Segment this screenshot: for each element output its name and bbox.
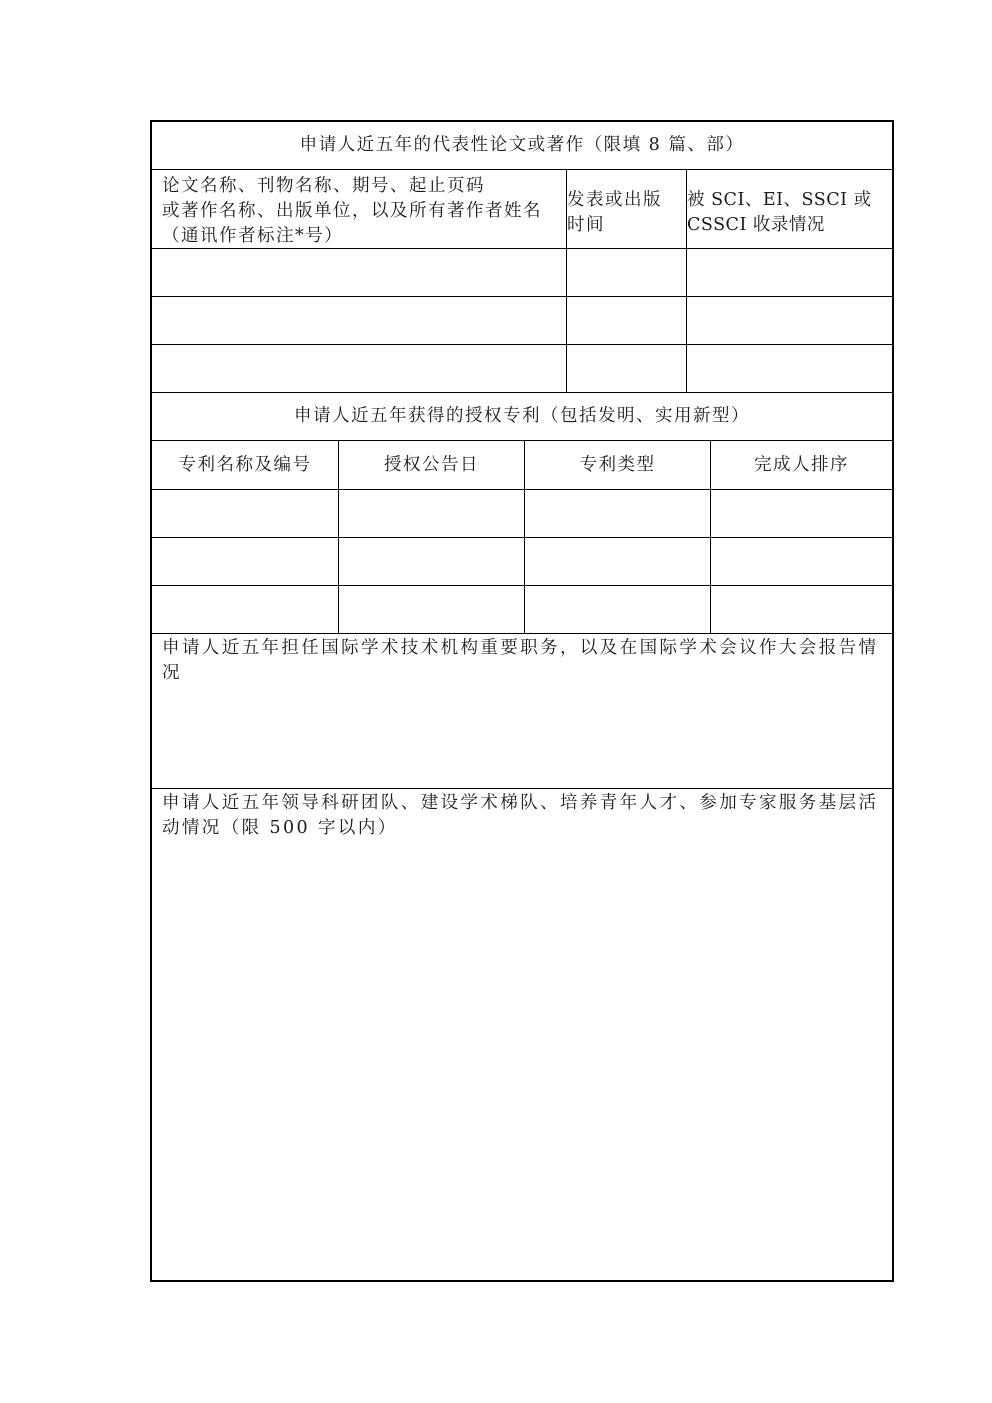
patent-rank-cell[interactable] bbox=[710, 490, 892, 537]
papers-col-title-line1: 论文名称、刊物名称、期号、起止页码 bbox=[162, 176, 485, 196]
patents-col-date: 授权公告日 bbox=[338, 441, 524, 489]
patent-type-cell[interactable] bbox=[524, 586, 710, 633]
paper-title-cell[interactable] bbox=[152, 345, 566, 392]
patent-row bbox=[152, 490, 892, 538]
intl-roles-block[interactable] bbox=[152, 634, 892, 789]
papers-col-title-line3: （通讯作者标注*号） bbox=[162, 226, 344, 246]
patent-row bbox=[152, 586, 892, 634]
paper-index-cell[interactable] bbox=[686, 249, 892, 296]
patent-type-cell[interactable] bbox=[524, 538, 710, 585]
patent-date-cell[interactable] bbox=[338, 538, 524, 585]
patents-section-title: 申请人近五年获得的授权专利（包括发明、实用新型） bbox=[294, 406, 750, 426]
papers-col-title bbox=[152, 170, 566, 248]
patent-name-cell[interactable] bbox=[152, 586, 338, 633]
papers-section-title: 申请人近五年的代表性论文或著作（限填 8 篇、部） bbox=[299, 135, 745, 155]
paper-row bbox=[152, 249, 892, 297]
patent-name-cell[interactable] bbox=[152, 538, 338, 585]
paper-index-cell[interactable] bbox=[686, 297, 892, 344]
paper-row bbox=[152, 297, 892, 345]
paper-row bbox=[152, 345, 892, 393]
patents-col-name: 专利名称及编号 bbox=[178, 454, 312, 475]
patent-rank-cell[interactable] bbox=[710, 586, 892, 633]
patent-row bbox=[152, 538, 892, 586]
achievements-form bbox=[150, 120, 894, 1282]
papers-col-index-line2: CSSCI 收录情况 bbox=[687, 215, 825, 235]
patents-col-rank: 完成人排序 bbox=[710, 441, 892, 489]
papers-column-header bbox=[152, 170, 892, 249]
patent-type-cell[interactable] bbox=[524, 490, 710, 537]
papers-col-title-line2: 或著作名称、出版单位，以及所有著作者姓名 bbox=[162, 201, 542, 221]
paper-date-cell[interactable] bbox=[566, 297, 686, 344]
patent-date-cell[interactable] bbox=[338, 490, 524, 537]
paper-date-cell[interactable] bbox=[566, 345, 686, 392]
paper-title-cell[interactable] bbox=[152, 249, 566, 296]
team-label: 申请人近五年领导科研团队、建设学术梯队、培养青年人才、参加专家服务基层活动情况（限 500 字以内） bbox=[162, 793, 879, 838]
papers-col-index bbox=[686, 170, 892, 248]
paper-title-cell[interactable] bbox=[152, 297, 566, 344]
team-block[interactable] bbox=[152, 789, 892, 1280]
papers-col-date-line2: 时间 bbox=[567, 215, 605, 235]
patent-name-cell[interactable] bbox=[152, 490, 338, 537]
patents-column-header bbox=[152, 441, 892, 490]
papers-col-index-line1: 被 SCI、EI、SSCI 或 bbox=[687, 190, 872, 210]
patent-rank-cell[interactable] bbox=[710, 538, 892, 585]
patent-date-cell[interactable] bbox=[338, 586, 524, 633]
paper-date-cell[interactable] bbox=[566, 249, 686, 296]
intl-roles-label: 申请人近五年担任国际学术技术机构重要职务，以及在国际学术会议作大会报告情况 bbox=[162, 638, 879, 683]
patents-section-header bbox=[152, 393, 892, 441]
patents-col-type: 专利类型 bbox=[524, 441, 710, 489]
papers-col-date-line1: 发表或出版 bbox=[567, 190, 662, 210]
papers-col-date bbox=[566, 170, 686, 248]
paper-index-cell[interactable] bbox=[686, 345, 892, 392]
papers-section-header bbox=[152, 122, 892, 170]
